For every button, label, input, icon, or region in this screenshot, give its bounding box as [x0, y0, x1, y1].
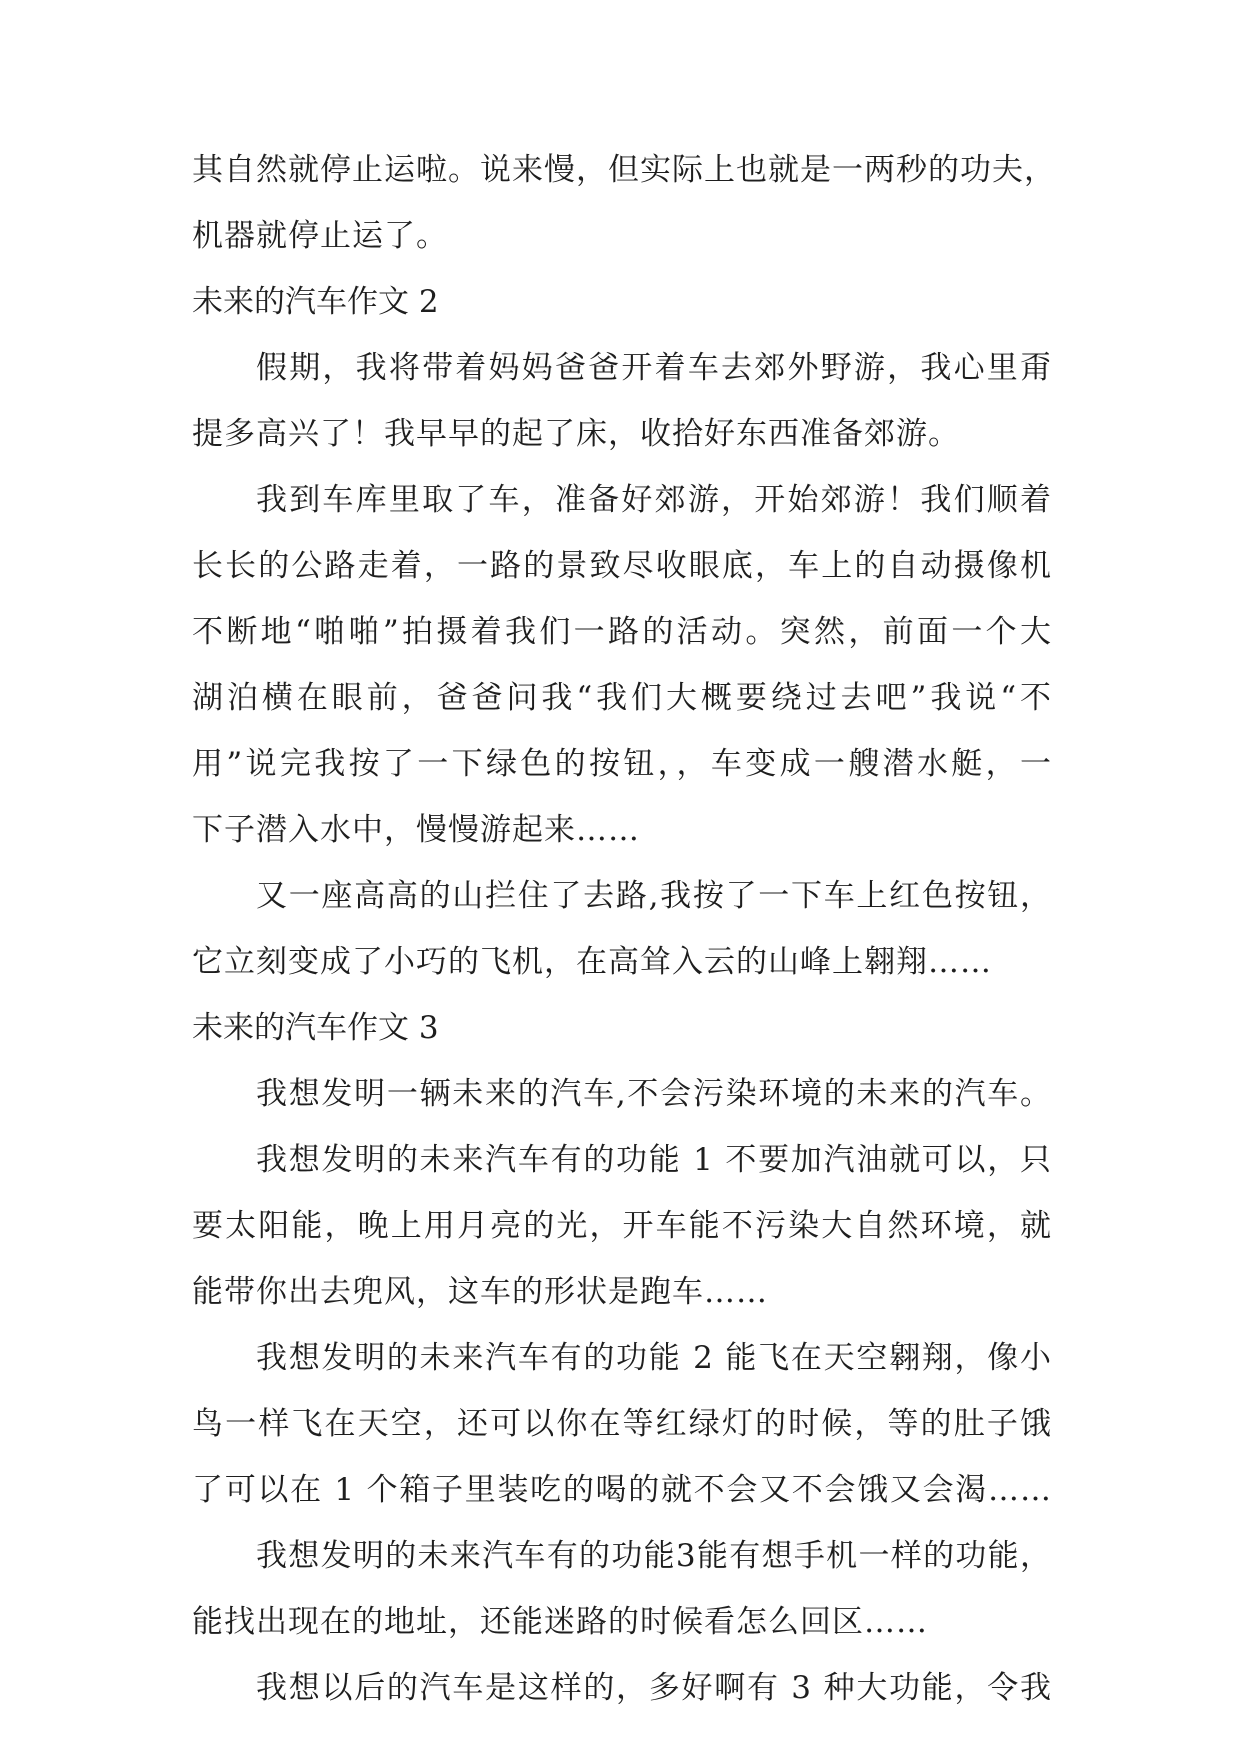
paragraph-line: 鸟一样飞在天空，还可以你在等红绿灯的时候，等的肚子饿 — [192, 1406, 1052, 1442]
section-heading: 未来的汽车作文 3 — [192, 1010, 439, 1046]
paragraph-line: 机器就停止运了。 — [192, 218, 448, 254]
paragraph-line: 我想以后的汽车是这样的，多好啊有 3 种大功能，令我 — [256, 1670, 1052, 1706]
paragraph-line: 要太阳能，晚上用月亮的光，开车能不污染大自然环境，就 — [192, 1208, 1052, 1244]
paragraph-line: 我到车库里取了车，准备好郊游，开始郊游！我们顺着 — [256, 482, 1052, 518]
paragraph-line: 我想发明的未来汽车有的功能 2 能飞在天空翱翔，像小 — [256, 1340, 1052, 1376]
paragraph-line: 我想发明的未来汽车有的功能3能有想手机一样的功能， — [256, 1538, 1052, 1574]
paragraph-line: 不断地“啪啪”拍摄着我们一路的活动。突然，前面一个大 — [192, 614, 1052, 650]
paragraph-line: 用”说完我按了一下绿色的按钮，，车变成一艘潜水艇，一 — [192, 746, 1052, 782]
paragraph-line: 我想发明一辆未来的汽车,不会污染环境的未来的汽车。 — [256, 1076, 1052, 1112]
paragraph-line: 能带你出去兜风，这车的形状是跑车…… — [192, 1274, 768, 1310]
paragraph-line: 它立刻变成了小巧的飞机，在高耸入云的山峰上翱翔…… — [192, 944, 992, 980]
paragraph-line: 我想发明的未来汽车有的功能 1 不要加汽油就可以，只 — [256, 1142, 1052, 1178]
paragraph-line: 其自然就停止运啦。说来慢，但实际上也就是一两秒的功夫， — [192, 152, 1056, 188]
paragraph-line: 能找出现在的地址，还能迷路的时候看怎么回区…… — [192, 1604, 928, 1640]
paragraph-line: 提多高兴了！我早早的起了床，收拾好东西准备郊游。 — [192, 416, 960, 452]
paragraph-line: 长长的公路走着，一路的景致尽收眼底，车上的自动摄像机 — [192, 548, 1052, 584]
paragraph-line: 了可以在 1 个箱子里装吃的喝的就不会又不会饿又会渴…… — [192, 1472, 1052, 1508]
paragraph-line: 湖泊横在眼前，爸爸问我“我们大概要绕过去吧”我说“不 — [192, 680, 1052, 716]
section-heading: 未来的汽车作文 2 — [192, 284, 439, 320]
paragraph-line: 又一座高高的山拦住了去路,我按了一下车上红色按钮， — [256, 878, 1052, 914]
paragraph-line: 假期，我将带着妈妈爸爸开着车去郊外野游，我心里甭 — [256, 350, 1052, 386]
paragraph-line: 下子潜入水中，慢慢游起来…… — [192, 812, 640, 848]
